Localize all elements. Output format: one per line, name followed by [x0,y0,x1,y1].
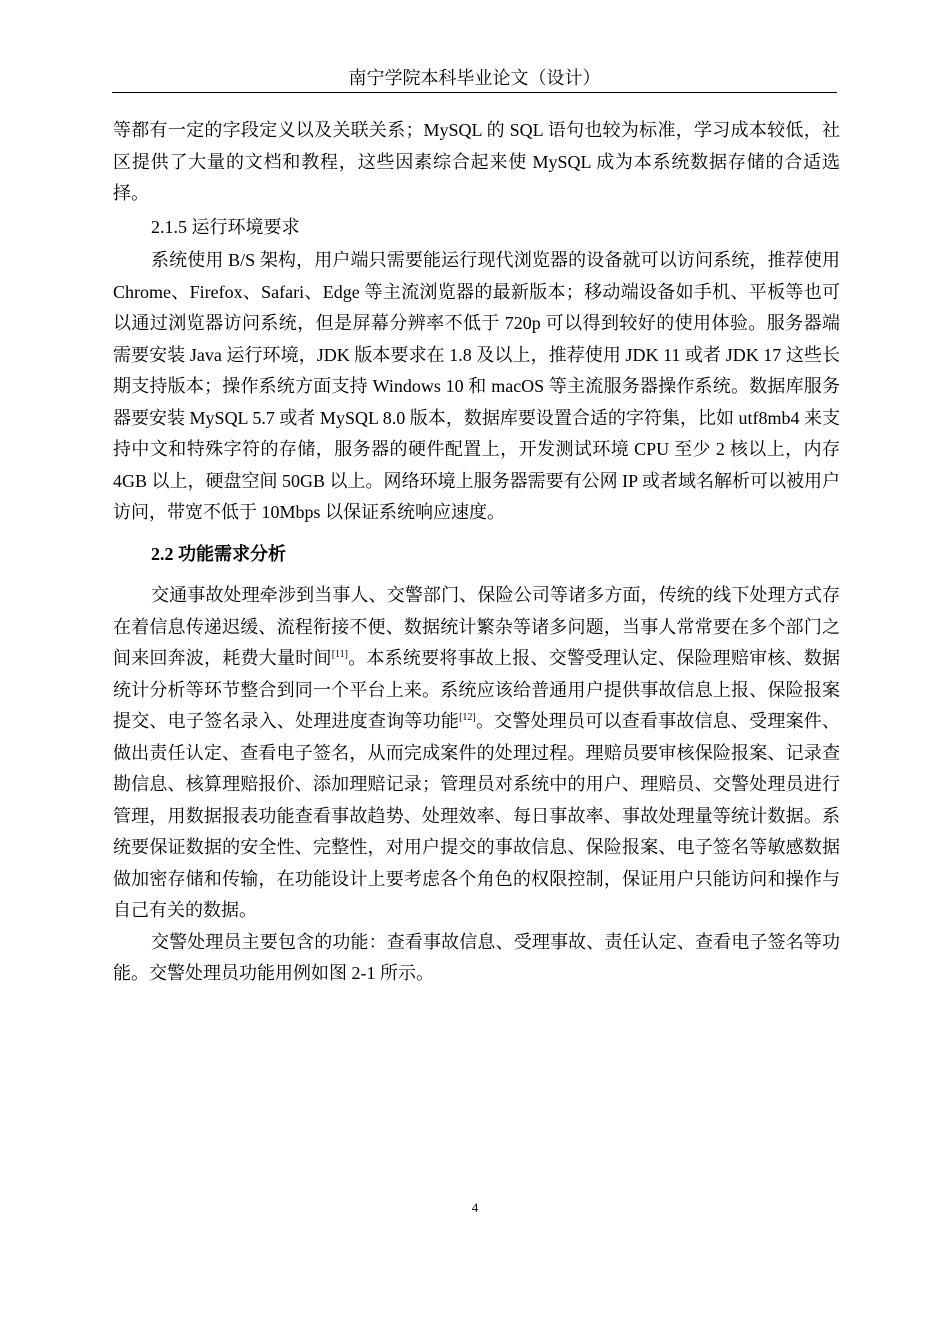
header-title: 南宁学院本科毕业论文（设计） [348,68,601,88]
document-body [113,115,840,990]
section-heading-2-2: 2.2 功能需求分析 [151,543,286,564]
citation-reference: [12] [459,712,476,723]
paragraph-police-functions: 交警处理员主要包含的功能：查看事故信息、受理事故、责任认定、查看电子签名等功能。交警处理员功能用例如图 2-1 所示。 [113,931,840,983]
paragraph-text-part-3: 。交警处理员可以查看事故信息、受理案件、做出责任认定、查看电子签名，从而完成案件的处理过程。理赔员要审核保险报案、记录查勘信息、核算理赔报价、添加理赔记录；管理员对系统中的用户、理赔员、交警处理员进行管理，用数据报表功能查看事故趋势、处理效率、每日事故率、事故处理量等统计数据。系统要保证数据的安全性、完整性，对用户提交的事故信息、保险报案、电子签名等敏感数据做加密存储和传输，在功能设计上要考虑各个角色的权限控制，保证用户只能访问和操作与自己有关的数据。 [113,711,841,920]
paragraph-text-part-2: 。本系统要将事故上报、交警受理认定、保险理赔审核、数据统计分析等环节整合到同一个平台上来。系统应该给普通用户提供事故信息上报、保险报案提交、电子签名录入、处理进度查询等功能 [113,648,841,731]
paragraph-text-part-1: 交通事故处理牵涉到当事人、交警部门、保险公司等诸多方面，传统的线下处理方式存在着信息传递迟缓、流程衔接不便、数据统计繁杂等诸多问题，当事人常常要在多个部门之间来回奔波，耗费大量时间 [113,585,840,668]
paragraph-runtime-environment: 系统使用 B/S 架构，用户端只需要能运行现代浏览器的设备就可以访问系统，推荐使用 Chrome、Firefox、Safari、Edge 等主流浏览器的最新版本；移动端设备如手机、平板等也可以通过浏览器访问系统，但是屏幕分辨率不低于 720p 可以得到较好的使用体验。服务器端需要安装 Java 运行环境，JDK 版本要求在 1.8 及以上，推荐使用 JDK 11 或者 JDK 17 这些长期支持版本；操作系统方面支持 Windows 10 和 macOS 等主流服务器操作系统。数据库服务器要安装 MySQL 5.7 或者 MySQL 8.0 版本，数据库要设置合适的字符集，比如 utf8mb4 来支持中文和特殊字符的存储，服务器的硬件配置上，开发测试环境 CPU 至少 2 核以上，内存 4GB 以上，硬盘空间 50GB 以上。网络环境上服务器需要有公网 IP 或者域名解析可以被用户访问，带宽不低于 10Mbps 以保证系统响应速度。 [113,250,840,522]
page-header [112,66,837,93]
subsection-heading-2-1-5: 2.1.5 运行环境要求 [151,216,300,237]
citation-reference: [11] [331,649,348,660]
paragraph-functional-requirements [113,580,840,927]
page-number: 4 [471,1200,479,1215]
paragraph-continuation: 等都有一定的字段定义以及关联关系；MySQL 的 SQL 语句也较为标准，学习成本较低，社区提供了大量的文档和教程，这些因素综合起来使 MySQL 成为本系统数据存储的合适选择。 [113,120,840,203]
